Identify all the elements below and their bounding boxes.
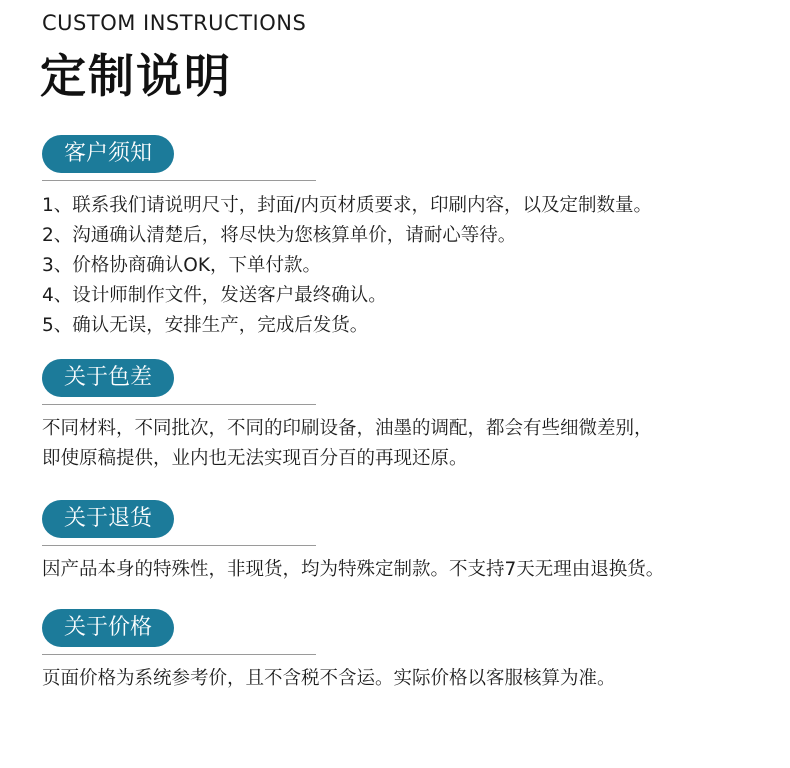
section-title-badge: 关于价格 [42, 609, 174, 647]
section-returns [42, 500, 762, 585]
pricing-line-1: 页面价格为系统参考价，且不含税不含运。实际价格以客服核算为准。 [42, 668, 616, 689]
color-line-2: 即使原稿提供，业内也无法实现百分百的再现还原。 [42, 448, 468, 469]
page-title: 定制说明 [40, 49, 232, 103]
section-divider [42, 654, 316, 655]
section-body [42, 414, 762, 474]
notice-line-4: 4、设计师制作文件，发送客户最终确认。 [42, 285, 387, 306]
returns-line-1: 因产品本身的特殊性，非现货，均为特殊定制款。不支持7天无理由退换货。 [42, 559, 665, 580]
section-body [42, 664, 762, 694]
section-body [42, 191, 762, 341]
section-title-badge: 客户须知 [42, 135, 174, 173]
section-color-difference [42, 359, 762, 474]
color-line-1: 不同材料，不同批次，不同的印刷设备，油墨的调配，都会有些细微差别， [42, 418, 653, 439]
section-divider [42, 404, 316, 405]
notice-line-2: 2、沟通确认清楚后，将尽快为您核算单价，请耐心等待。 [42, 225, 517, 246]
section-divider [42, 180, 316, 181]
section-customer-notice [42, 135, 762, 341]
section-body [42, 555, 762, 585]
section-title-badge: 关于色差 [42, 359, 174, 397]
notice-line-5: 5、确认无误，安排生产，完成后发货。 [42, 315, 369, 336]
notice-line-3: 3、价格协商确认OK，下单付款。 [42, 255, 321, 276]
section-pricing [42, 609, 762, 694]
section-divider [42, 545, 316, 546]
header-subtitle-en: CUSTOM INSTRUCTIONS [42, 11, 307, 35]
notice-line-1: 1、联系我们请说明尺寸，封面/内页材质要求，印刷内容，以及定制数量。 [42, 195, 653, 216]
section-title-badge: 关于退货 [42, 500, 174, 538]
